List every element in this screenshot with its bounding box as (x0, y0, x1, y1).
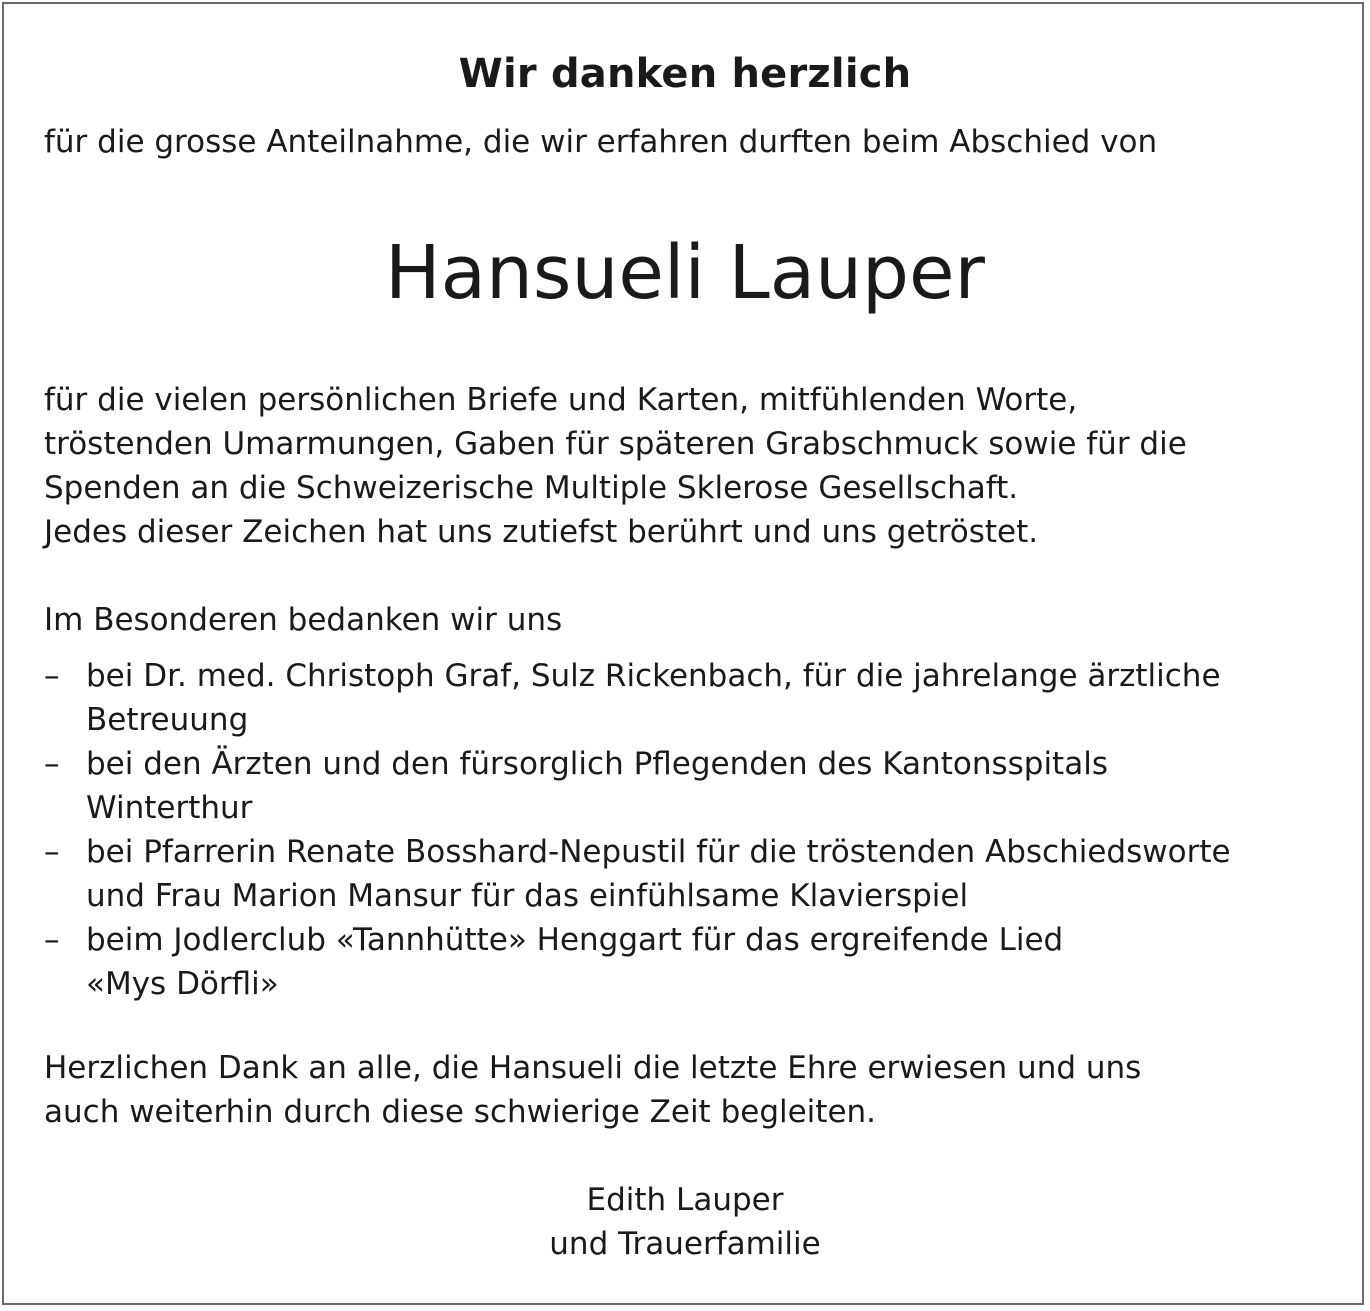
list-item-line: Winterthur (86, 790, 253, 826)
thanks-paragraph-line: Spenden an die Schweizerische Multiple Sklerose Gesellschaft. (44, 470, 1019, 506)
list-item-line: «Mys Dörfli» (86, 966, 279, 1002)
list-dash: – (44, 658, 60, 694)
special-thanks-intro: Im Besonderen bedanken wir uns (44, 602, 563, 638)
list-item-line: bei den Ärzten und den fürsorglich Pflegenden des Kantonsspitals (86, 746, 1108, 782)
notice-heading: Wir danken herzlich (458, 51, 912, 97)
list-item (44, 918, 1231, 1006)
signature-block (0, 1178, 1370, 1266)
list-item-line: beim Jodlerclub «Tannhütte» Henggart für das ergreifende Lied (86, 922, 1064, 958)
list-item-line: bei Dr. med. Christoph Graf, Sulz Rickenbach, für die jahrelange ärztliche (86, 658, 1221, 694)
thanks-paragraph-line: tröstenden Umarmungen, Gaben für späteren Grabschmuck sowie für die (44, 426, 1187, 462)
thanks-paragraph-line: für die vielen persönlichen Briefe und Karten, mitfühlenden Worte, (44, 382, 1078, 418)
list-dash: – (44, 922, 60, 958)
signature-family: und Trauerfamilie (549, 1226, 821, 1262)
list-item-line: und Frau Marion Mansur für das einfühlsame Klavierspiel (86, 878, 969, 914)
list-item (44, 742, 1231, 830)
list-item (44, 654, 1231, 742)
list-item-line: bei Pfarrerin Renate Bosshard-Nepustil für die tröstenden Abschiedsworte (86, 834, 1231, 870)
intro-line: für die grosse Anteilnahme, die wir erfahren durften beim Abschied von (44, 124, 1158, 160)
closing-paragraph (44, 1046, 1141, 1134)
special-thanks-list (44, 654, 1231, 1006)
signature-name: Edith Lauper (586, 1182, 784, 1218)
list-item (44, 830, 1231, 918)
thanks-paragraph-line: Jedes dieser Zeichen hat uns zutiefst berührt und uns getröstet. (44, 514, 1039, 550)
list-dash: – (44, 834, 60, 870)
list-item-line: Betreuung (86, 702, 249, 738)
list-dash: – (44, 746, 60, 782)
thanks-paragraph (44, 378, 1187, 554)
closing-line: auch weiterhin durch diese schwierige Zeit begleiten. (44, 1094, 877, 1130)
closing-line: Herzlichen Dank an alle, die Hansueli die letzte Ehre erwiesen und uns (44, 1050, 1142, 1086)
deceased-name: Hansueli Lauper (385, 230, 985, 316)
